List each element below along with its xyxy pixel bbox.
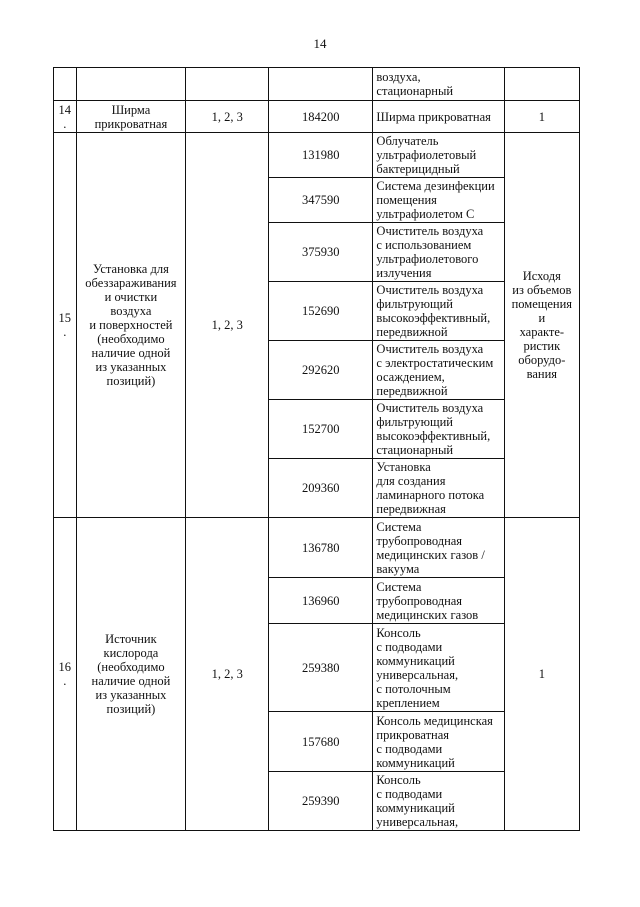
equipment-name: Ширма прикроватная [76,101,186,133]
quantity: 1 [504,101,579,133]
table-row [54,518,580,578]
equipment-name [76,68,186,101]
equipment-type: Консоль с подводами коммуникаций универсальная, с потолочным креплением [373,624,504,712]
equipment-code: 259390 [269,772,373,831]
equipment-code: 136780 [269,518,373,578]
table-row [54,68,580,101]
equipment-type: Очиститель воздуха с электростатическим осаждением, передвижной [373,341,504,400]
equipment-code: 152700 [269,400,373,459]
equipment-type: Система дезинфекции помещения ультрафиолетом С [373,178,504,223]
row-number: 14. [54,101,77,133]
equipment-code: 131980 [269,133,373,178]
equipment-code: 347590 [269,178,373,223]
equipment-code: 259380 [269,624,373,712]
equipment-code: 157680 [269,712,373,772]
row-number [54,68,77,101]
equipment-code: 209360 [269,459,373,518]
row-number: 16. [54,518,77,831]
equipment-name: Установка для обеззараживания и очистки воздуха и поверхностей (необходимо наличие одной из указанных позиций) [76,133,186,518]
page-number: 14 [313,36,327,51]
equipment-type: Очиститель воздуха фильтрующий высокоэффективный, стационарный [373,400,504,459]
equipment-type: Очиститель воздуха фильтрующий высокоэффективный, передвижной [373,282,504,341]
equipment-type: Консоль с подводами коммуникаций универсальная, [373,772,504,831]
care-levels: 1, 2, 3 [186,518,269,831]
equipment-type: Консоль медицинская прикроватная с подводами коммуникаций [373,712,504,772]
equipment-type: Облучатель ультрафиолетовый бактерицидный [373,133,504,178]
equipment-code: 375930 [269,223,373,282]
table-row [54,101,580,133]
quantity: 1 [504,518,579,831]
equipment-code: 292620 [269,341,373,400]
quantity [504,68,579,101]
equipment-type: воздуха, стационарный [373,68,504,101]
equipment-type: Очиститель воздуха с использованием ультрафиолетового излучения [373,223,504,282]
equipment-code: 184200 [269,101,373,133]
care-levels [186,68,269,101]
row-number: 15. [54,133,77,518]
equipment-type: Система трубопроводная медицинских газов [373,578,504,624]
equipment-code: 136960 [269,578,373,624]
quantity: Исходя из объемов помещения и характе- ристик оборудо- вания [504,133,579,518]
care-levels: 1, 2, 3 [186,133,269,518]
equipment-code [269,68,373,101]
equipment-type: Система трубопроводная медицинских газов / вакуума [373,518,504,578]
table-row [54,133,580,178]
equipment-type: Ширма прикроватная [373,101,504,133]
equipment-code: 152690 [269,282,373,341]
equipment-table [53,67,580,831]
equipment-name: Источник кислорода (необходимо наличие одной из указанных позиций) [76,518,186,831]
equipment-type: Установка для создания ламинарного потока передвижная [373,459,504,518]
care-levels: 1, 2, 3 [186,101,269,133]
